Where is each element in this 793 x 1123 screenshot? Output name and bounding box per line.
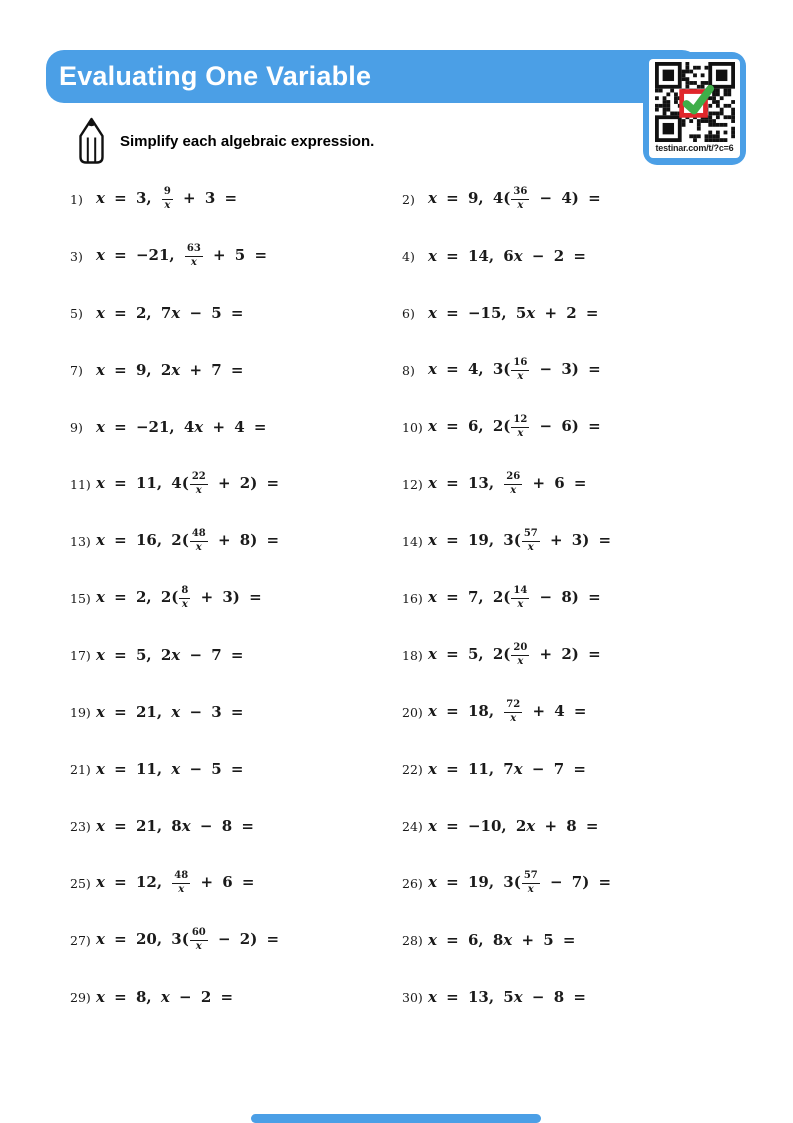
- problem-12: [402, 471, 586, 497]
- problem-7: [70, 357, 244, 383]
- problem-expression: x = −21, $\frac{63}{x}$ + 5 =: [96, 243, 268, 268]
- problem-expression: x = 21, x − 3 =: [96, 703, 244, 721]
- problem-number: 15): [70, 590, 91, 606]
- problem-23: [70, 813, 254, 839]
- problem-number: 20): [402, 704, 423, 720]
- problem-number: 19): [70, 704, 91, 720]
- fraction: $\frac{22}{x}$: [191, 471, 206, 496]
- problem-expression: x = 2, 7x − 5 =: [96, 304, 244, 322]
- problem-number: 16): [402, 590, 423, 606]
- problem-number: 6): [402, 305, 415, 321]
- problem-10: [402, 414, 601, 440]
- qr-code-icon: [655, 62, 735, 142]
- problem-number: 1): [70, 191, 83, 207]
- fraction: $\frac{63}{x}$: [186, 243, 201, 268]
- problem-3: [70, 243, 267, 269]
- problem-number: 25): [70, 875, 91, 891]
- problem-number: 3): [70, 248, 83, 264]
- problem-expression: x = 19, 3( $\frac{57}{x}$ − 7) =: [428, 870, 612, 895]
- problem-14: [402, 528, 611, 554]
- problem-expression: x = 5, 2( $\frac{20}{x}$ + 2) =: [428, 642, 601, 667]
- problem-number: 14): [402, 533, 423, 549]
- problem-2: [402, 186, 601, 212]
- fraction: $\frac{16}{x}$: [513, 357, 528, 382]
- fraction: $\frac{48}{x}$: [174, 870, 189, 895]
- fraction: $\frac{20}{x}$: [513, 642, 528, 667]
- problem-expression: x = 20, 3( $\frac{60}{x}$ − 2) =: [96, 927, 280, 952]
- page-title: Evaluating One Variable: [59, 61, 372, 91]
- problem-expression: x = 13, 5x − 8 =: [428, 988, 586, 1006]
- problem-expression: x = 12, $\frac{48}{x}$ + 6 =: [96, 870, 255, 895]
- problem-number: 8): [402, 362, 415, 378]
- problem-expression: x = 18, $\frac{72}{x}$ + 4 =: [428, 699, 587, 724]
- problem-expression: x = 19, 3( $\frac{57}{x}$ + 3) =: [428, 528, 612, 553]
- problem-28: [402, 927, 576, 953]
- problem-number: 13): [70, 533, 91, 549]
- problem-expression: x = 14, 6x − 2 =: [428, 247, 586, 265]
- problem-17: [70, 642, 244, 668]
- problem-number: 9): [70, 419, 83, 435]
- problem-expression: x = 11, 7x − 7 =: [428, 760, 586, 778]
- problem-1: [70, 186, 237, 212]
- problem-15: [70, 585, 262, 611]
- problem-5: [70, 300, 244, 326]
- qr-caption: testinar.com/t/?c=6: [655, 143, 734, 153]
- problem-8: [402, 357, 601, 383]
- problem-20: [402, 699, 586, 725]
- problem-number: 22): [402, 761, 423, 777]
- problem-expression: x = 9, 4( $\frac{36}{x}$ − 4) =: [428, 186, 601, 211]
- problem-expression: x = 5, 2x − 7 =: [96, 646, 244, 664]
- problem-22: [402, 756, 586, 782]
- fraction: $\frac{72}{x}$: [506, 699, 521, 724]
- problem-30: [402, 984, 586, 1010]
- problem-number: 27): [70, 932, 91, 948]
- problem-number: 28): [402, 932, 423, 948]
- problem-expression: x = −21, 4x + 4 =: [96, 418, 267, 436]
- problem-number: 17): [70, 647, 91, 663]
- problem-25: [70, 870, 254, 896]
- problem-18: [402, 642, 601, 668]
- problem-expression: x = 21, 8x − 8 =: [96, 817, 254, 835]
- problem-expression: x = 9, 2x + 7 =: [96, 361, 244, 379]
- problem-number: 26): [402, 875, 423, 891]
- problem-number: 18): [402, 647, 423, 663]
- problem-11: [70, 471, 279, 497]
- problem-number: 4): [402, 248, 415, 264]
- problem-21: [70, 756, 244, 782]
- qr-inner-panel: [649, 59, 740, 158]
- problem-26: [402, 870, 611, 896]
- problem-number: 29): [70, 989, 91, 1005]
- problem-expression: x = 3, $\frac{9}{x}$ + 3 =: [96, 186, 238, 211]
- header-bar: [46, 50, 700, 103]
- problem-6: [402, 300, 599, 326]
- footer-bar: [251, 1114, 541, 1123]
- problem-29: [70, 984, 233, 1010]
- problem-expression: x = −10, 2x + 8 =: [428, 817, 599, 835]
- fraction: $\frac{9}{x}$: [163, 186, 171, 211]
- problem-number: 24): [402, 818, 423, 834]
- instruction-text: Simplify each algebraic expression.: [120, 133, 375, 150]
- fraction: $\frac{57}{x}$: [523, 870, 538, 895]
- problem-number: 2): [402, 191, 415, 207]
- problem-number: 10): [402, 419, 423, 435]
- problem-expression: x = 2, 2( $\frac{8}{x}$ + 3) =: [96, 585, 262, 610]
- problem-27: [70, 927, 279, 953]
- problem-19: [70, 699, 244, 725]
- problem-number: 5): [70, 305, 83, 321]
- problem-expression: x = 11, x − 5 =: [96, 760, 244, 778]
- fraction: $\frac{14}{x}$: [513, 585, 528, 610]
- pencil-icon: [76, 117, 107, 166]
- instruction-row: [76, 117, 374, 166]
- problem-9: [70, 414, 267, 440]
- problem-expression: x = 6, 8x + 5 =: [428, 931, 576, 949]
- problem-number: 11): [70, 476, 91, 492]
- problem-expression: x = 16, 2( $\frac{48}{x}$ + 8) =: [96, 528, 280, 553]
- fraction: $\frac{48}{x}$: [191, 528, 206, 553]
- problem-expression: x = 4, 3( $\frac{16}{x}$ − 3) =: [428, 357, 601, 382]
- problem-number: 12): [402, 476, 423, 492]
- problem-expression: x = 11, 4( $\frac{22}{x}$ + 2) =: [96, 471, 280, 496]
- problem-number: 7): [70, 362, 83, 378]
- fraction: $\frac{8}{x}$: [181, 585, 189, 610]
- fraction: $\frac{36}{x}$: [513, 186, 528, 211]
- problem-24: [402, 813, 599, 839]
- problem-number: 23): [70, 818, 91, 834]
- qr-panel: [643, 52, 746, 165]
- fraction: $\frac{60}{x}$: [191, 927, 206, 952]
- problem-number: 30): [402, 989, 423, 1005]
- problem-4: [402, 243, 586, 269]
- problem-16: [402, 585, 601, 611]
- fraction: $\frac{12}{x}$: [513, 414, 528, 439]
- problem-expression: x = 8, x − 2 =: [96, 988, 234, 1006]
- problem-number: 21): [70, 761, 91, 777]
- problem-expression: x = −15, 5x + 2 =: [428, 304, 599, 322]
- fraction: $\frac{26}{x}$: [506, 471, 521, 496]
- fraction: $\frac{57}{x}$: [523, 528, 538, 553]
- problem-expression: x = 6, 2( $\frac{12}{x}$ − 6) =: [428, 414, 601, 439]
- problem-13: [70, 528, 279, 554]
- problem-expression: x = 7, 2( $\frac{14}{x}$ − 8) =: [428, 585, 601, 610]
- problem-expression: x = 13, $\frac{26}{x}$ + 6 =: [428, 471, 587, 496]
